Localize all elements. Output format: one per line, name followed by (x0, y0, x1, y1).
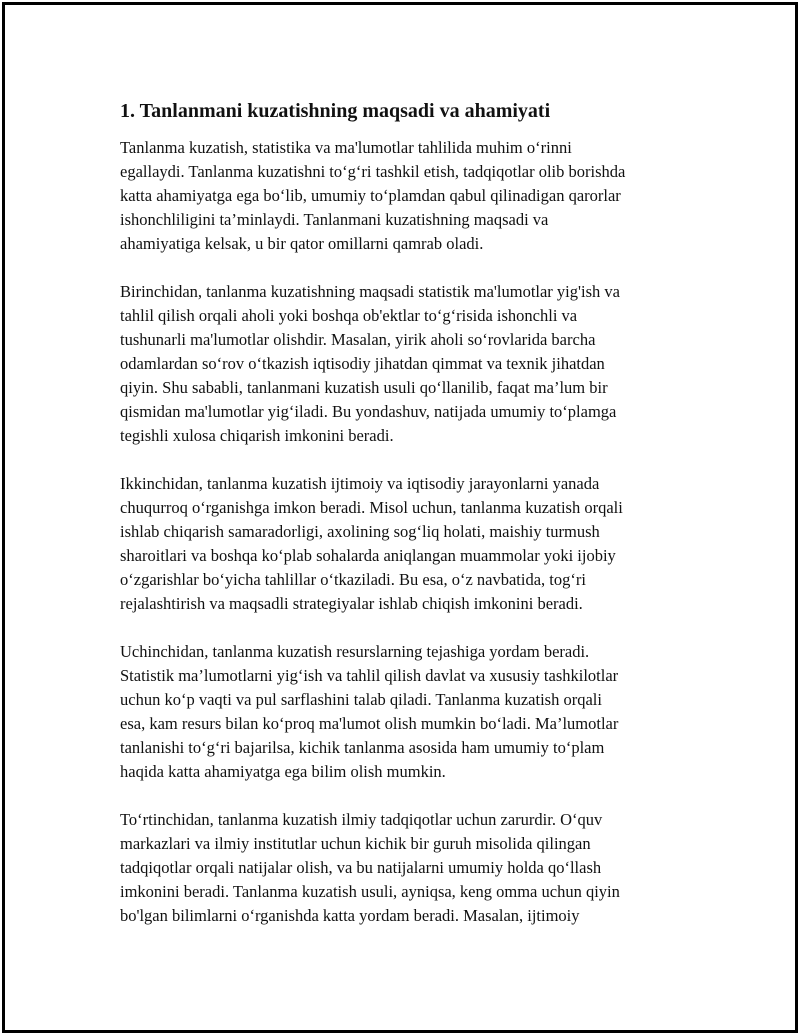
paragraph-line: Birinchidan, tanlanma kuzatishning maqsadi statistik ma'lumotlar yig'ish va (120, 282, 620, 301)
paragraph-line: bo'lgan bilimlarni o‘rganishda katta yordam beradi. Masalan, ijtimoiy (120, 906, 580, 925)
paragraph-line: tushunarli ma'lumotlar olishdir. Masalan, yirik aholi so‘rovlarida barcha (120, 330, 596, 349)
paragraph-line: Tanlanma kuzatish, statistika va ma'lumotlar tahlilida muhim o‘rinni (120, 138, 572, 157)
paragraph-line: imkonini beradi. Tanlanma kuzatish usuli, ayniqsa, keng omma uchun qiyin (120, 882, 620, 901)
paragraph (120, 280, 700, 448)
paragraph-line: ahamiyatiga kelsak, u bir qator omillarni qamrab oladi. (120, 234, 484, 253)
paragraph-line: egallaydi. Tanlanma kuzatishni to‘g‘ri tashkil etish, tadqiqotlar olib borishda (120, 162, 626, 181)
document-body (120, 98, 700, 952)
paragraph-line: chuqurroq o‘rganishga imkon beradi. Misol uchun, tanlanma kuzatish orqali (120, 498, 623, 517)
paragraph-line: qismidan ma'lumotlar yig‘iladi. Bu yondashuv, natijada umumiy to‘plamga (120, 402, 617, 421)
paragraph-line: esa, kam resurs bilan ko‘proq ma'lumot olish mumkin bo‘ladi. Ma’lumotlar (120, 714, 619, 733)
paragraph-line: tadqiqotlar orqali natijalar olish, va bu natijalarni umumiy holda qo‘llash (120, 858, 602, 877)
paragraph-line: tegishli xulosa chiqarish imkonini beradi. (120, 426, 394, 445)
page-frame (2, 2, 798, 1033)
paragraph-line: Ikkinchidan, tanlanma kuzatish ijtimoiy va iqtisodiy jarayonlarni yanada (120, 474, 600, 493)
paragraph-line: Statistik ma’lumotlarni yig‘ish va tahlil qilish davlat va xususiy tashkilotlar (120, 666, 619, 685)
paragraph (120, 136, 700, 256)
paragraph-line: o‘zgarishlar bo‘yicha tahlillar o‘tkaziladi. Bu esa, o‘z navbatida, tog‘ri (120, 570, 586, 589)
paragraph-line: sharoitlari va boshqa ko‘plab sohalarda aniqlangan muammolar yoki ijobiy (120, 546, 616, 565)
paragraph (120, 808, 700, 928)
paragraph-line: uchun ko‘p vaqti va pul sarflashini talab qiladi. Tanlanma kuzatish orqali (120, 690, 602, 709)
paragraph-line: To‘rtinchidan, tanlanma kuzatish ilmiy tadqiqotlar uchun zarurdir. O‘quv (120, 810, 603, 829)
paragraph-line: markazlari va ilmiy institutlar uchun kichik bir guruh misolida qilingan (120, 834, 591, 853)
paragraph-line: qiyin. Shu sababli, tanlanmani kuzatish usuli qo‘llanilib, faqat ma’lum bir (120, 378, 608, 397)
paragraph-line: tahlil qilish orqali aholi yoki boshqa ob'ektlar to‘g‘risida ishonchli va (120, 306, 578, 325)
paragraph-line: haqida katta ahamiyatga ega bilim olish mumkin. (120, 762, 446, 781)
paragraphs-container (120, 136, 700, 928)
paragraph (120, 472, 700, 616)
paragraph (120, 640, 700, 784)
paragraph-line: katta ahamiyatga ega bo‘lib, umumiy to‘plamdan qabul qilinadigan qarorlar (120, 186, 621, 205)
paragraph-line: ishlab chiqarish samaradorligi, axolining sog‘liq holati, maishiy turmush (120, 522, 600, 541)
paragraph-line: rejalashtirish va maqsadli strategiyalar ishlab chiqish imkonini beradi. (120, 594, 583, 613)
paragraph-line: tanlanishi to‘g‘ri bajarilsa, kichik tanlanma asosida ham umumiy to‘plam (120, 738, 605, 757)
section-heading: 1. Tanlanmani kuzatishning maqsadi va ahamiyati (120, 100, 551, 122)
paragraph-line: ishonchliligini ta’minlaydi. Tanlanmani kuzatishning maqsadi va (120, 210, 549, 229)
paragraph-line: odamlardan so‘rov o‘tkazish iqtisodiy jihatdan qimmat va texnik jihatdan (120, 354, 605, 373)
paragraph-line: Uchinchidan, tanlanma kuzatish resurslarning tejashiga yordam beradi. (120, 642, 590, 661)
